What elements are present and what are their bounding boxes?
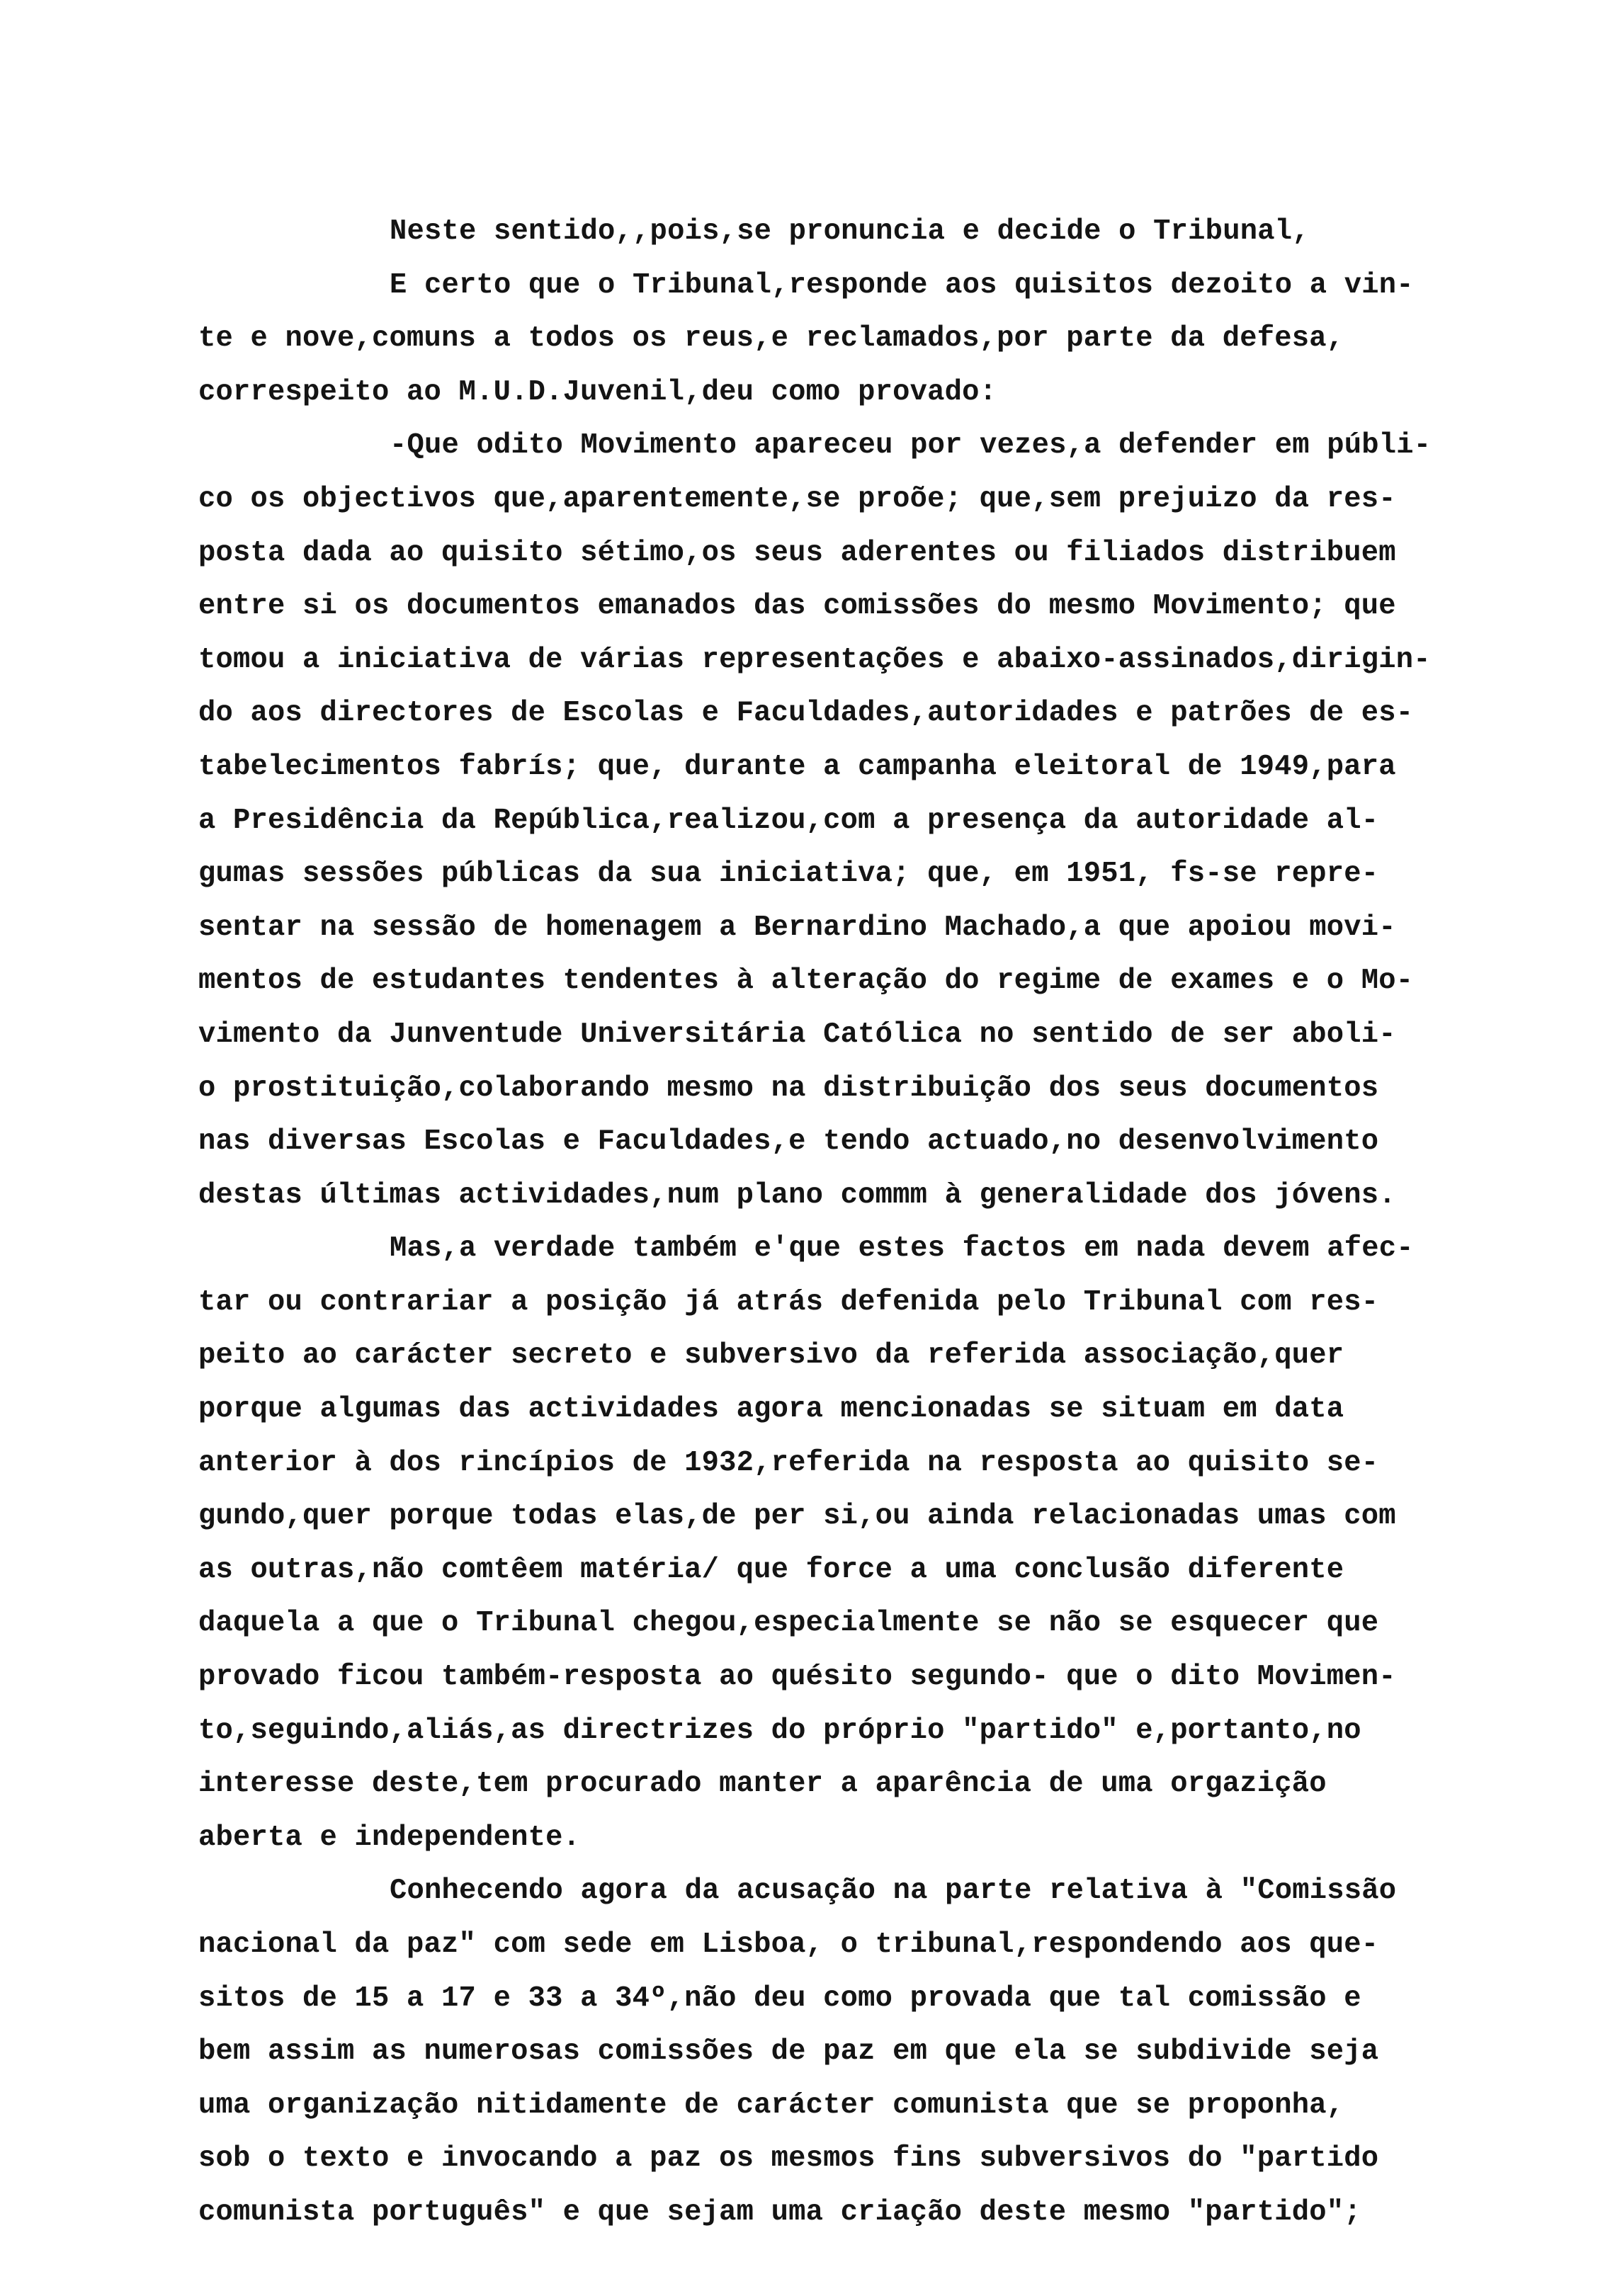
text-line: porque algumas das actividades agora mencionadas se situam em data	[198, 1393, 1344, 1426]
text-line: gundo,quer porque todas elas,de per si,ou ainda relacionadas umas com	[198, 1500, 1396, 1533]
text-line: correspeito ao M.U.D.Juvenil,deu como provado:	[198, 375, 997, 409]
text-line: tar ou contrariar a posição já atrás defenida pelo Tribunal com res-	[198, 1285, 1379, 1319]
text-line: E certo que o Tribunal,responde aos quisitos dezoito a vin-	[390, 268, 1414, 302]
text-line: Conhecendo agora da acusação na parte relativa à "Comissão	[390, 1875, 1397, 1908]
text-line: do aos directores de Escolas e Faculdades,autoridades e patrões de es-	[198, 697, 1414, 730]
document-body	[198, 205, 1516, 2240]
text-line: bem assim as numerosas comissões de paz em que ela se subdivide seja	[198, 2035, 1379, 2069]
text-line: posta dada ao quisito sétimo,os seus aderentes ou filiados distribuem	[198, 536, 1396, 569]
text-line: daquela a que o Tribunal chegou,especialmente se não se esquecer que	[198, 1607, 1379, 1640]
text-line: anterior à dos rincípios de 1932,referida na resposta ao quisito se-	[198, 1446, 1379, 1479]
text-line: vimento da Junventude Universitária Católica no sentido de ser aboli-	[198, 1018, 1396, 1051]
text-line: provado ficou também-resposta ao quésito segundo- que o dito Movimen-	[198, 1661, 1396, 1694]
text-line: co os objectivos que,aparentemente,se proõe; que,sem prejuizo da res-	[198, 482, 1396, 516]
text-line: comunista português" e que sejam uma criação deste mesmo "partido";	[198, 2195, 1361, 2229]
text-line: uma organização nitidamente de carácter comunista que se proponha,	[198, 2088, 1344, 2122]
text-line: sitos de 15 a 17 e 33 a 34º,não deu como provada que tal comissão e	[198, 1982, 1361, 2015]
text-line: sentar na sessão de homenagem a Bernardino Machado,a que apoiou movi-	[198, 911, 1396, 944]
text-line: a Presidência da República,realizou,com a presença da autoridade al-	[198, 804, 1379, 837]
text-line: nas diversas Escolas e Faculdades,e tendo actuado,no desenvolvimento	[198, 1125, 1379, 1159]
text-line: entre si os documentos emanados das comissões do mesmo Movimento; que	[198, 590, 1396, 623]
text-line: Neste sentido,,pois,se pronuncia e decide o Tribunal,	[390, 215, 1310, 248]
text-line: gumas sessões públicas da sua iniciativa; que, em 1951, fs-se repre-	[198, 858, 1379, 891]
text-line: Mas,a verdade também e'que estes factos em nada devem afec-	[390, 1232, 1414, 1266]
text-line: to,seguindo,aliás,as directrizes do próprio "partido" e,portanto,no	[198, 1714, 1361, 1747]
text-line: o prostituição,colaborando mesmo na distribuição dos seus documentos	[198, 1072, 1379, 1105]
text-line: tomou a iniciativa de várias representações e abaixo-assinados,dirigin-	[198, 643, 1431, 676]
text-line: interesse deste,tem procurado manter a aparência de uma orgazição	[198, 1768, 1327, 1801]
text-line: peito ao carácter secreto e subversivo da referida associação,quer	[198, 1339, 1344, 1373]
text-line: destas últimas actividades,num plano commm à generalidade dos jóvens.	[198, 1178, 1396, 1212]
text-line: mentos de estudantes tendentes à alteração do regime de exames e o Mo-	[198, 965, 1414, 998]
text-line: te e nove,comuns a todos os reus,e reclamados,por parte da defesa,	[198, 322, 1344, 356]
text-line: tabelecimentos fabrís; que, durante a campanha eleitoral de 1949,para	[198, 750, 1396, 783]
text-line: nacional da paz" com sede em Lisboa, o tribunal,respondendo aos que-	[198, 1928, 1379, 1961]
text-line: -Que odito Movimento apareceu por vezes,a defender em públi-	[390, 429, 1432, 462]
text-line: aberta e independente.	[198, 1821, 581, 1854]
text-line: sob o texto e invocando a paz os mesmos fins subversivos do "partido	[198, 2142, 1379, 2176]
text-line: as outras,não comtêem matéria/ que force a uma conclusão diferente	[198, 1553, 1344, 1586]
